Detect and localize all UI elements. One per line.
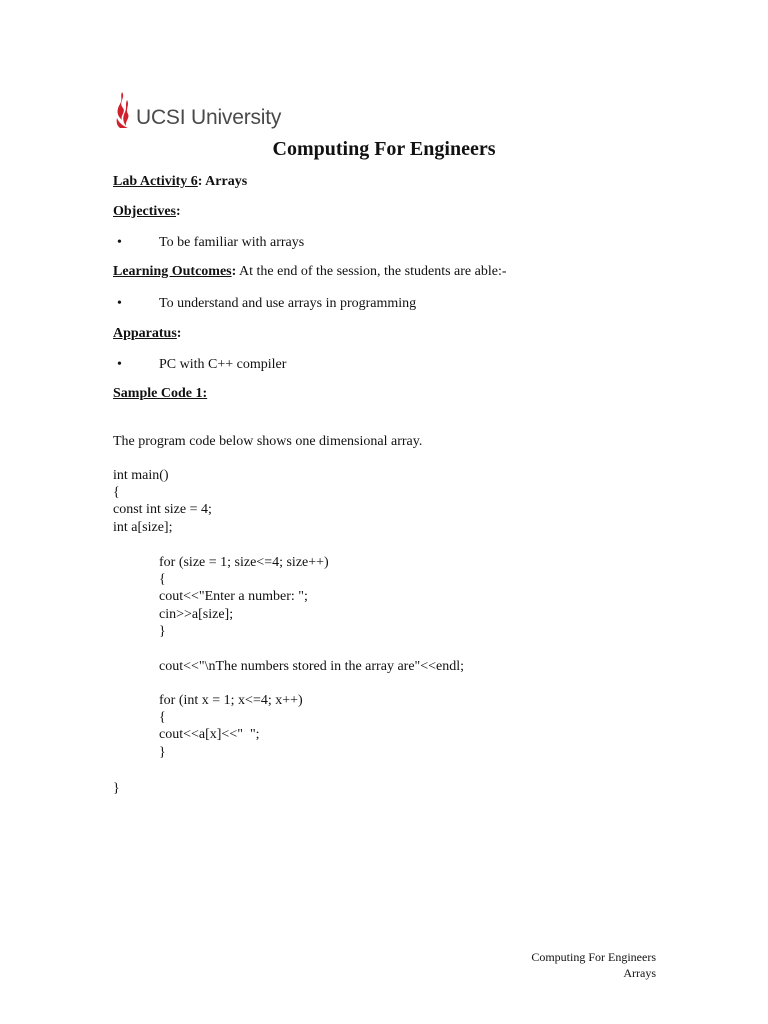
learning-outcome-item: To understand and use arrays in programming: [159, 296, 417, 311]
apparatus-item: PC with C++ compiler: [159, 357, 287, 372]
code-line: cout<<"Enter a number: ";: [159, 589, 308, 605]
objectives-colon: :: [175, 204, 181, 219]
code-line: for (int x = 1; x<=4; x++): [159, 693, 303, 708]
apparatus-heading: [113, 325, 181, 342]
lab-activity-line: [113, 173, 247, 190]
university-logo: [114, 88, 281, 130]
apparatus-heading-text: Apparatus: [113, 326, 177, 341]
bullet-icon: •: [117, 235, 122, 250]
code-line: cin>>a[size];: [159, 606, 234, 622]
code-line: }: [159, 623, 166, 639]
objective-item: To be familiar with arrays: [159, 235, 305, 250]
code-line: }: [113, 781, 120, 796]
code-line: {: [113, 485, 120, 501]
code-line: for (size = 1; size<=4; size++): [159, 555, 329, 570]
learning-outcomes-line: [113, 263, 507, 280]
code-line: {: [159, 572, 166, 588]
footer-course: Computing For Engineers: [531, 950, 656, 964]
learning-outcomes-text: At the end of the session, the students are able:-: [236, 264, 507, 279]
code-block-outer-top: [113, 467, 212, 536]
bullet-icon: •: [117, 296, 122, 311]
footer-topic: Arrays: [623, 966, 656, 980]
sample-code-heading: [113, 385, 207, 402]
code-line: }: [159, 744, 166, 760]
code-block-loop1: [159, 554, 329, 640]
apparatus-colon: :: [176, 326, 182, 341]
learning-outcomes-colon: :: [231, 264, 237, 279]
sample-code-intro: The program code below shows one dimensional array.: [113, 434, 423, 449]
code-block-loop2: [159, 692, 303, 761]
logo-text: UCSI University: [136, 106, 282, 129]
learning-outcomes-heading: Learning Outcomes: [113, 264, 232, 279]
code-block-print: [159, 658, 464, 675]
objectives-heading-text: Objectives: [113, 204, 176, 219]
page-footer: [531, 949, 656, 981]
sample-code-heading-text: Sample Code 1:: [113, 386, 208, 401]
bullet-icon: •: [117, 357, 122, 372]
ucsi-flame-icon: [114, 90, 134, 130]
code-line: int main(): [113, 468, 169, 483]
lab-activity-label: Lab Activity 6: [113, 174, 198, 189]
code-line: const int size = 4;: [113, 502, 212, 518]
code-line: cout<<a[x]<<" ";: [159, 727, 260, 743]
lab-activity-sep: :: [197, 174, 206, 189]
code-block-outer-bottom: [113, 780, 120, 797]
objectives-heading: [113, 203, 181, 220]
lab-activity-topic: Arrays: [205, 174, 248, 189]
code-line: cout<<"\nThe numbers stored in the array are"<<endl;: [159, 659, 465, 674]
code-line: int a[size];: [113, 519, 173, 535]
code-line: {: [159, 710, 166, 726]
document-title: Computing For Engineers: [272, 138, 496, 160]
